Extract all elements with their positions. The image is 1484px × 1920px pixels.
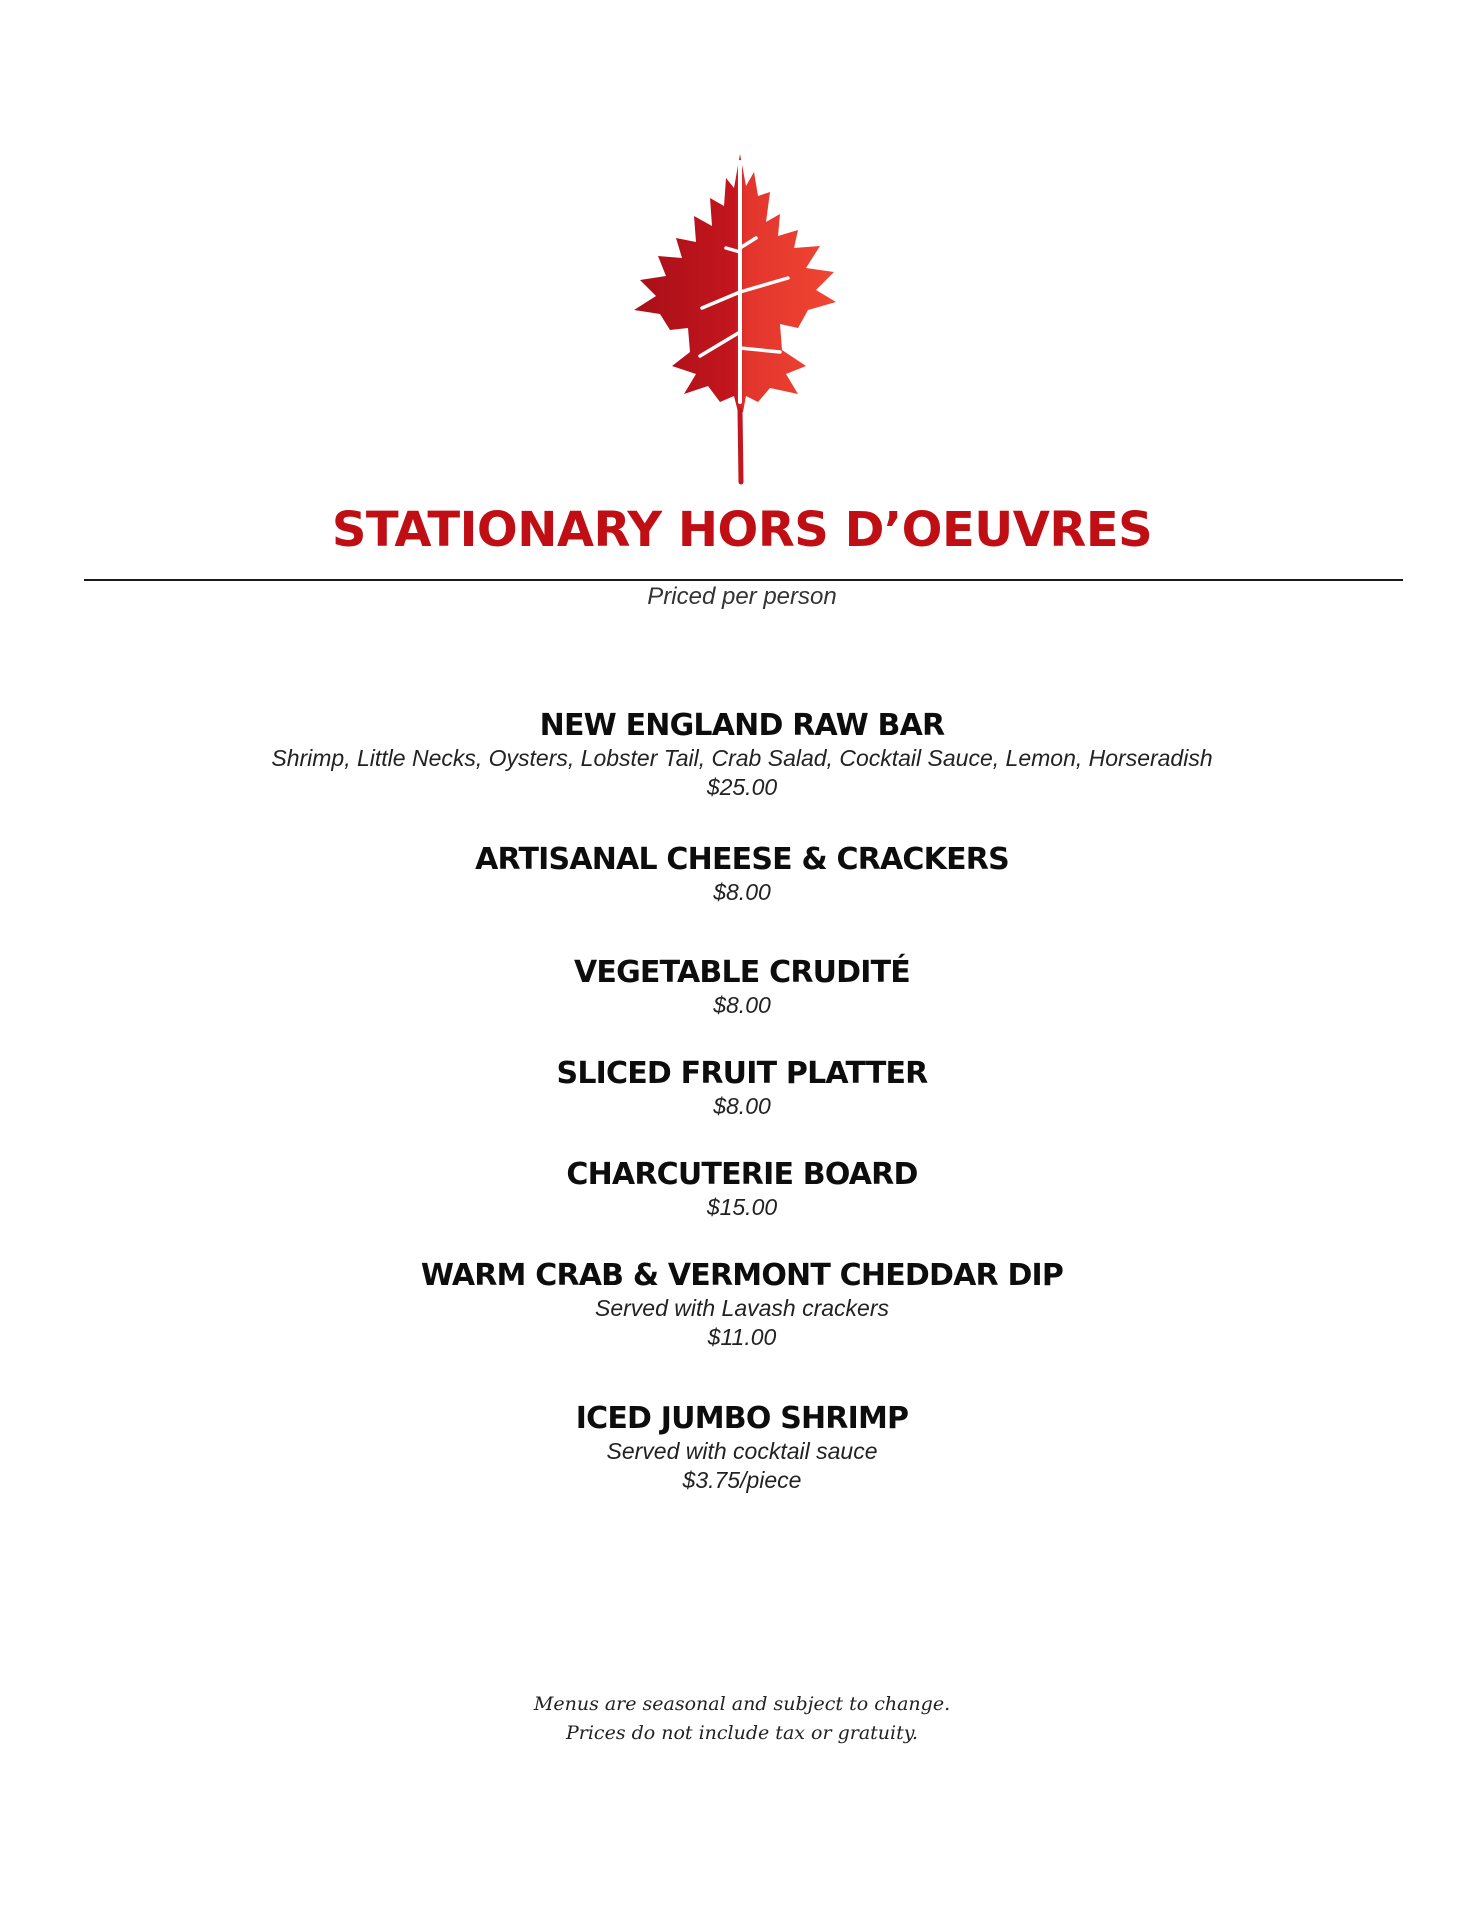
menu-item bbox=[0, 1258, 1484, 1352]
menu-item-name: ARTISANAL CHEESE & CRACKERS bbox=[475, 842, 1009, 877]
menu-disclaimer bbox=[0, 1690, 1484, 1748]
page-subtitle: Priced per person bbox=[647, 583, 837, 610]
menu-item-name: VEGETABLE CRUDITÉ bbox=[574, 955, 910, 990]
disclaimer-line: Menus are seasonal and subject to change. bbox=[533, 1693, 951, 1715]
menu-item-price: $8.00 bbox=[713, 992, 771, 1018]
menu-item-name: SLICED FRUIT PLATTER bbox=[556, 1056, 928, 1091]
menu-item-description: Served with Lavash crackers bbox=[594, 1295, 889, 1321]
menu-item-description: Served with cocktail sauce bbox=[606, 1438, 878, 1464]
menu-item-name: WARM CRAB & VERMONT CHEDDAR DIP bbox=[420, 1258, 1064, 1293]
menu-item bbox=[0, 955, 1484, 1020]
disclaimer-line: Prices do not include tax or gratuity. bbox=[565, 1722, 918, 1744]
menu-item-name: ICED JUMBO SHRIMP bbox=[575, 1401, 909, 1436]
menu-item bbox=[0, 1056, 1484, 1121]
menu-item bbox=[0, 842, 1484, 907]
menu-item-price: $11.00 bbox=[707, 1324, 777, 1350]
menu-item-price: $8.00 bbox=[713, 879, 771, 905]
menu-item-name: CHARCUTERIE BOARD bbox=[566, 1157, 918, 1192]
menu-item-price: $8.00 bbox=[713, 1093, 771, 1119]
menu-item bbox=[0, 1401, 1484, 1495]
menu-item bbox=[0, 1157, 1484, 1222]
menu-item-price: $15.00 bbox=[706, 1194, 778, 1220]
menu-item-description: Shrimp, Little Necks, Oysters, Lobster Tail, Crab Salad, Cocktail Sauce, Lemon, Horseradish bbox=[271, 745, 1213, 771]
menu-item bbox=[0, 708, 1484, 802]
page-title: STATIONARY HORS D’OEUVRES bbox=[331, 502, 1153, 558]
menu-item-price: $3.75/piece bbox=[682, 1467, 802, 1493]
menu-item-price: $25.00 bbox=[706, 774, 778, 800]
menu-item-name: NEW ENGLAND RAW BAR bbox=[539, 708, 945, 743]
